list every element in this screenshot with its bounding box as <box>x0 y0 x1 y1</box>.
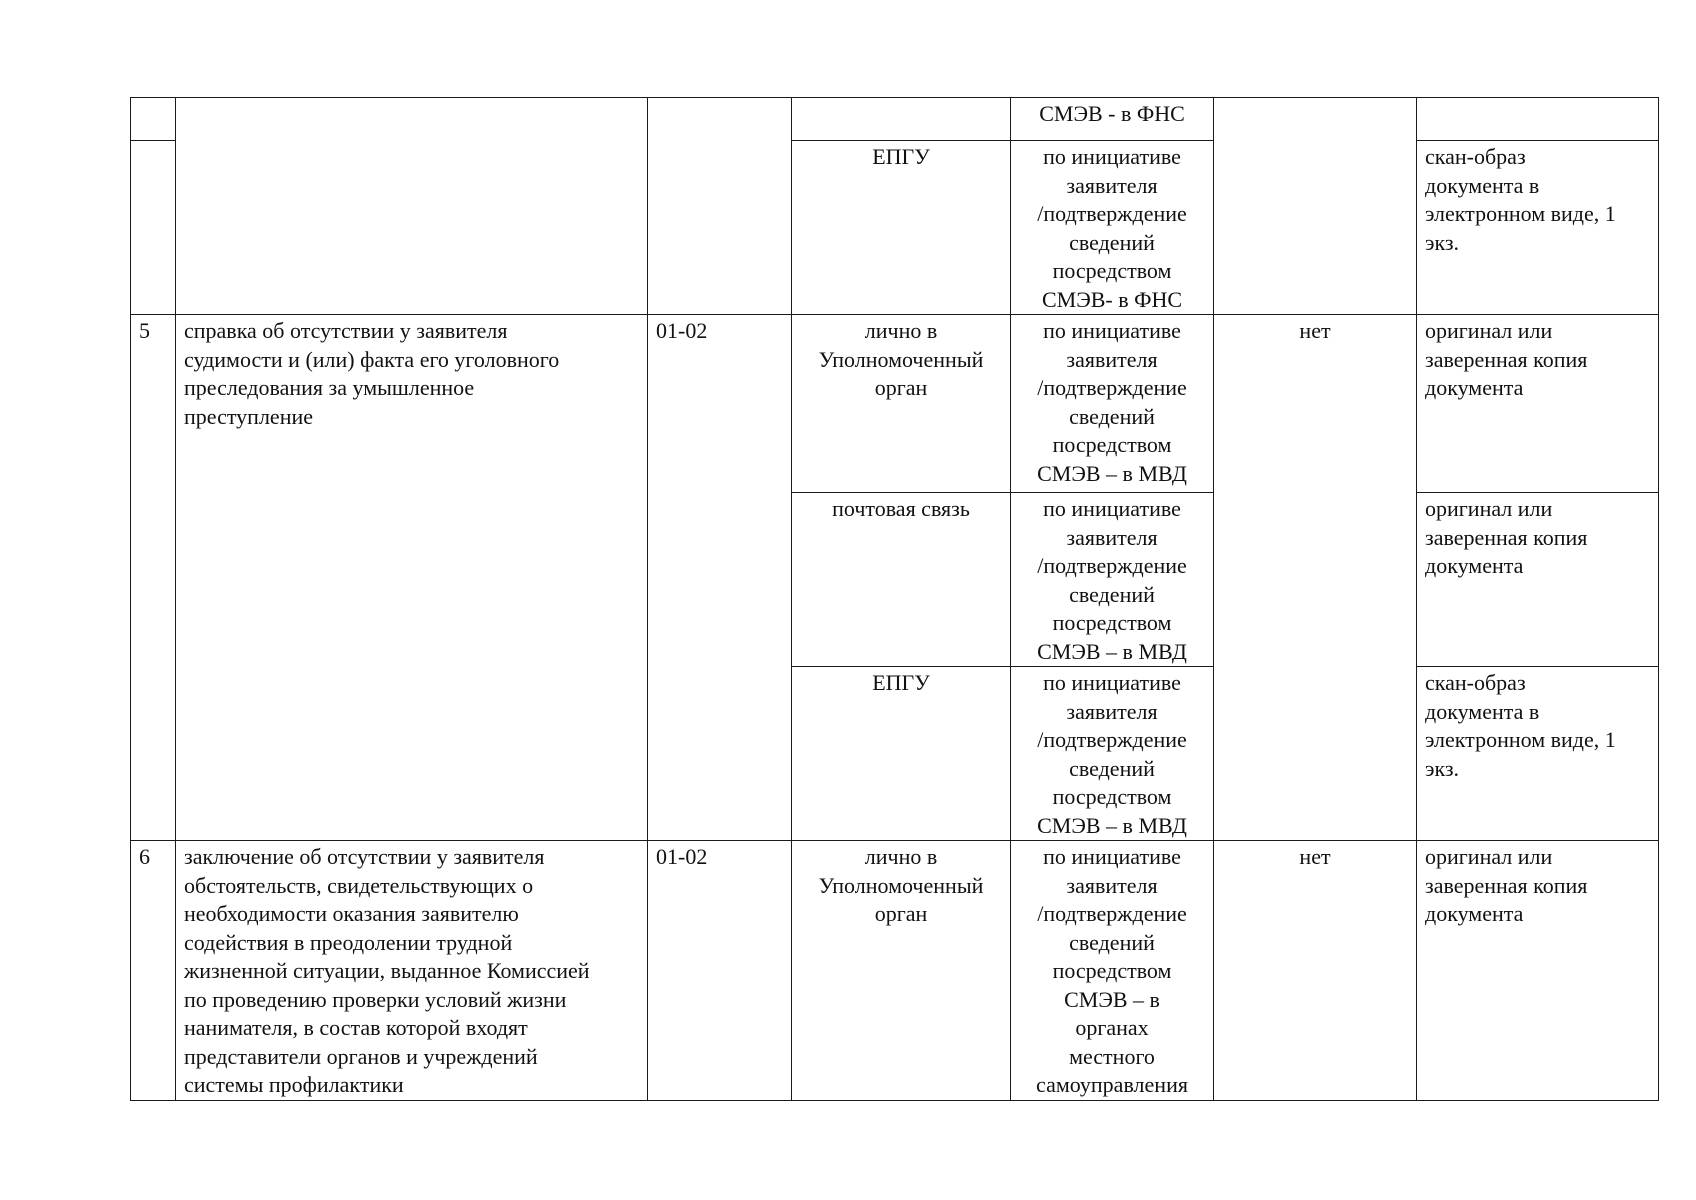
row-number-cell <box>131 98 176 141</box>
documents-table <box>130 97 1659 1101</box>
document-form-cell: оригинал или заверенная копия документа <box>1417 315 1659 493</box>
submission-method-cell: ЕПГУ <box>792 667 1011 841</box>
table-row <box>131 841 1659 1101</box>
code-cell <box>648 98 792 315</box>
document-name-cell: справка об отсутствии у заявителя судимости и (или) факта его уголовного преследования за умышленное преступление <box>176 315 648 841</box>
basis-cell: по инициативе заявителя /подтверждение сведений посредством СМЭВ- в ФНС <box>1011 141 1214 315</box>
requirement-cell: нет <box>1214 315 1417 841</box>
basis-cell: по инициативе заявителя /подтверждение сведений посредством СМЭВ – в органах местного самоуправления <box>1011 841 1214 1101</box>
table-row <box>131 98 1659 141</box>
code-cell: 01-02 <box>648 315 792 841</box>
document-form-cell: скан-образ документа в электронном виде, 1 экз. <box>1417 141 1659 315</box>
row-number-cell: 6 <box>131 841 176 1101</box>
document-name-cell: заключение об отсутствии у заявителя обстоятельств, свидетельствующих о необходимости оказания заявителю содействия в преодолении трудной жизненной ситуации, выданное Комиссией по проведению проверки условий жизни нанимателя, в состав которой входят представители органов и учреждений системы профилактики <box>176 841 648 1101</box>
requirement-cell: нет <box>1214 841 1417 1101</box>
submission-method-cell: лично в Уполномоченный орган <box>792 315 1011 493</box>
document-form-cell <box>1417 98 1659 141</box>
basis-cell: по инициативе заявителя /подтверждение сведений посредством СМЭВ – в МВД <box>1011 667 1214 841</box>
basis-cell: по инициативе заявителя /подтверждение сведений посредством СМЭВ – в МВД <box>1011 315 1214 493</box>
document-form-cell: оригинал или заверенная копия документа <box>1417 841 1659 1101</box>
row-number-cell: 5 <box>131 315 176 841</box>
submission-method-cell: ЕПГУ <box>792 141 1011 315</box>
code-cell: 01-02 <box>648 841 792 1101</box>
document-form-cell: скан-образ документа в электронном виде, 1 экз. <box>1417 667 1659 841</box>
basis-cell: по инициативе заявителя /подтверждение сведений посредством СМЭВ – в МВД <box>1011 493 1214 667</box>
document-form-cell: оригинал или заверенная копия документа <box>1417 493 1659 667</box>
requirement-cell <box>1214 98 1417 315</box>
basis-cell: СМЭВ - в ФНС <box>1011 98 1214 141</box>
submission-method-cell <box>792 98 1011 141</box>
document-name-cell <box>176 98 648 315</box>
table-row <box>131 315 1659 493</box>
row-number-cell <box>131 141 176 315</box>
submission-method-cell: лично в Уполномоченный орган <box>792 841 1011 1101</box>
submission-method-cell: почтовая связь <box>792 493 1011 667</box>
